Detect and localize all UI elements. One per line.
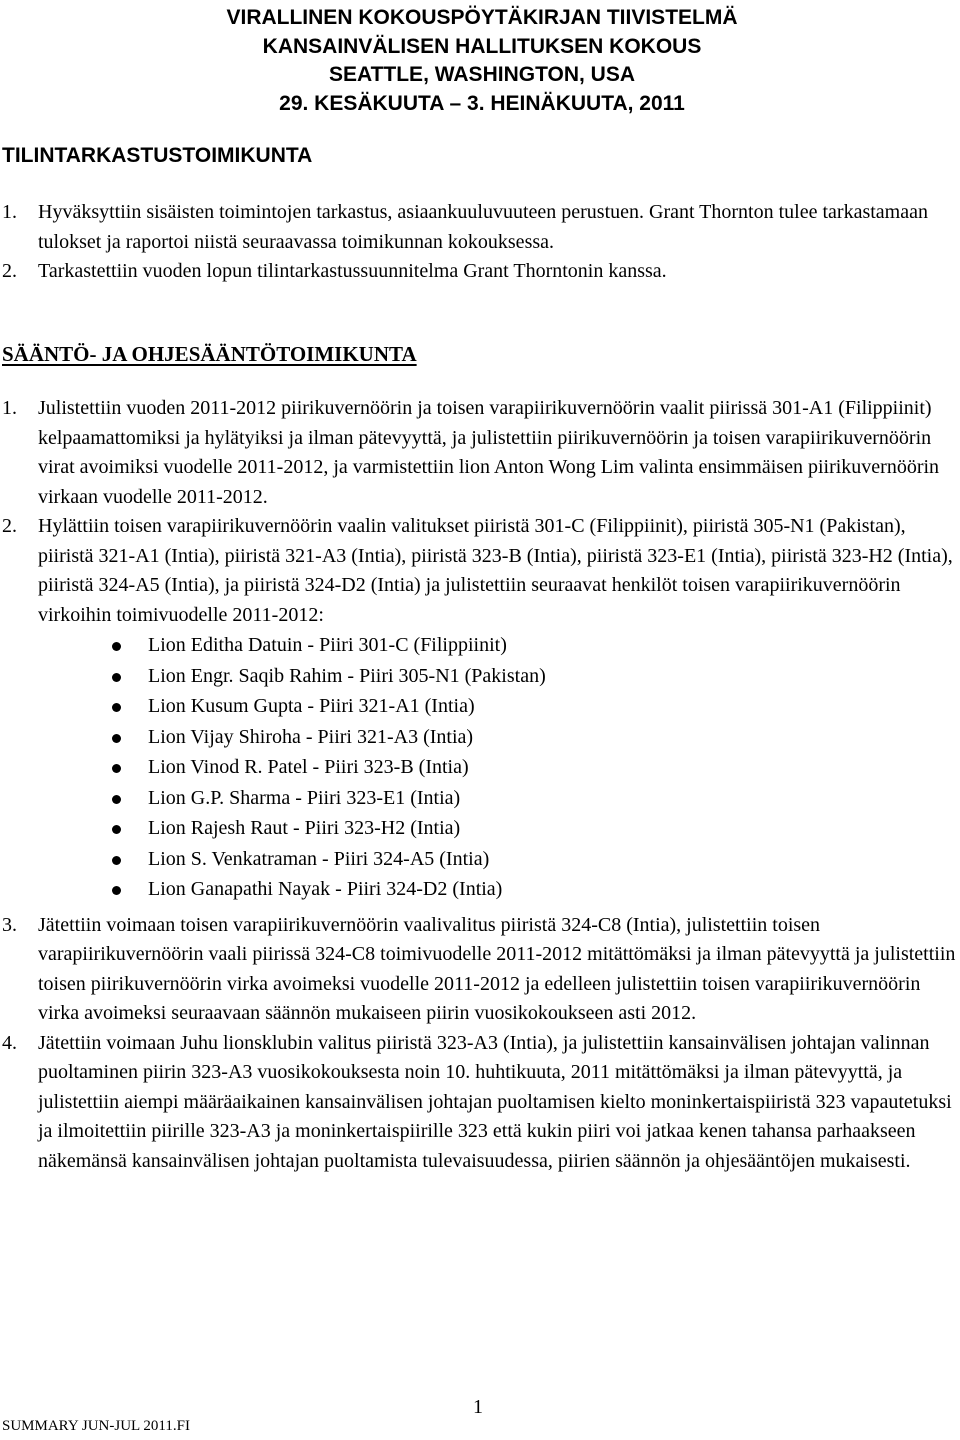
item-text: Julistettiin vuoden 2011-2012 piirikuvernöörin ja toisen varapiirikuvernöörin vaalit piirissä 301-A1 (Filippiinit) kelpaamattomiksi ja hylätyiksi ja ilman pätevyyttä, ja julistettiin piirikuvernöörin ja toisen varapiirikuvernöörin virat avoimiksi vuodelle 2011-2012, ja varmistettiin lion Anton Wong Lim valinta ensimmäisen piirikuvernöörin virkaan vuodelle 2011-2012.: [38, 397, 940, 508]
item-text: Jätettiin voimaan Juhu lionsklubin valitus piiristä 323-A3 (Intia), ja julistettiin kansainvälisen johtajan valinnan puoltaminen piirin 323-A3 vuosikokouksesta noin 10. huhtikuuta, 2011 mitättömäksi ja ilman pätevyyttä, ja julistettiin aiempi määräaikainen kansainvälisen johtajan puoltamisen kielto moninkertaispiiristä 323 vapautetuksi ja ilmoitettiin piirille 323-A3 ja moninkertaispiirille 323 että kukin piiri voi jatkaa kenen tahansa parhaakseen näkemänsä kansainvälisen johtajan puoltamista tulevaisuudessa, piirien säännön ja ohjesääntöjen mukaisesti.: [38, 1031, 952, 1172]
rules-item-1: [0, 394, 960, 512]
list-item: Lion Engr. Saqib Rahim - Piiri 305-N1 (Pakistan): [0, 661, 960, 692]
item-number: 4.: [2, 1031, 17, 1054]
bullet-icon: [112, 764, 121, 773]
item-number: 2.: [2, 515, 17, 537]
audit-item-2: [0, 257, 960, 287]
title-line-3: SEATTLE, WASHINGTON, USA: [328, 63, 636, 86]
item-text: Tarkastettiin vuoden lopun tilintarkastussuunnitelma Grant Thorntonin kanssa.: [38, 260, 667, 282]
bullet-icon: [112, 642, 121, 651]
audit-committee-heading: TILINTARKASTUSTOIMIKUNTA: [2, 144, 313, 167]
rules-committee-items: [0, 394, 960, 1176]
bullet-icon: [112, 856, 121, 865]
rules-item-4: [0, 1029, 960, 1177]
item-text: Hylättiin toisen varapiirikuvernöörin vaalin valitukset piiristä 301-C (Filippiinit), piiristä 305-N1 (Pakistan), piiristä 321-A1 (Intia), piiristä 321-A3 (Intia), piiristä 323-B (Intia), piiristä 323-E1 (Intia), piiristä 323-H2 (Intia), piiristä 324-A5 (Intia), ja piiristä 324-D2 (Intia) ja julistettiin seuraavat henkilöt toisen varapiirikuvernöörin virkoihin toimivuodelle 2011-2012:: [38, 515, 953, 626]
page-number: 1: [473, 1396, 483, 1418]
list-item: Lion Vijay Shiroha - Piiri 321-A3 (Intia): [0, 722, 960, 753]
item-number: 2.: [2, 260, 17, 282]
list-item: Lion Ganapathi Nayak - Piiri 324-D2 (Intia): [0, 874, 960, 905]
bullet-icon: [112, 734, 121, 743]
list-item: Lion G.P. Sharma - Piiri 323-E1 (Intia): [0, 783, 960, 814]
bullet-icon: [112, 673, 121, 682]
bullet-icon: [112, 886, 121, 895]
document-title: [164, 4, 800, 118]
item-text: Jätettiin voimaan toisen varapiirikuvernöörin vaalivalitus piiristä 324-C8 (Intia), julistettiin toisen varapiirikuvernöörin vaali piirissä 324-C8 toimivuodelle 2011-2012 mitättömäksi ja ilman pätevyyttä ja julistettiin toisen piirikuvernöörin virka avoimeksi vuodelle 2011-2012 ja edelleen julistettiin toisen varapiirikuvernöörin virka avoimeksi seuraavaan säännön mukaiseen piirin vuosikokoukseen asti 2012.: [38, 913, 956, 1024]
rules-item-3: [0, 911, 960, 1029]
item-number: 1.: [2, 397, 17, 419]
item-number: 1.: [2, 201, 17, 223]
rules-committee-heading: SÄÄNTÖ- JA OHJESÄÄNTÖTOIMIKUNTA: [2, 342, 417, 366]
audit-item-1: [0, 198, 960, 257]
item-text: Hyväksyttiin sisäisten toimintojen tarkastus, asiaankuuluvuuteen perustuen. Grant Thornton tulee tarkastamaan tulokset ja raportoi niistä seuraavassa toimikunnan kokouksessa.: [38, 201, 928, 253]
item-number: 3.: [2, 913, 17, 936]
title-line-4: 29. KESÄKUUTA – 3. HEINÄKUUTA, 2011: [279, 91, 685, 115]
list-item: Lion Kusum Gupta - Piiri 321-A1 (Intia): [0, 691, 960, 722]
list-item: Lion Vinod R. Patel - Piiri 323-B (Intia): [0, 752, 960, 783]
bullet-icon: [112, 825, 121, 834]
rules-item-2: [0, 512, 960, 630]
title-line-2: KANSAINVÄLISEN HALLITUKSEN KOKOUS: [262, 34, 702, 58]
audit-committee-items: [0, 198, 960, 287]
title-line-1: VIRALLINEN KOKOUSPÖYTÄKIRJAN TIIVISTELMÄ: [226, 6, 738, 29]
bullet-icon: [112, 703, 121, 712]
bullet-icon: [112, 795, 121, 804]
list-item: Lion S. Venkatraman - Piiri 324-A5 (Intia): [0, 844, 960, 875]
list-item: Lion Editha Datuin - Piiri 301-C (Filippiinit): [0, 630, 960, 661]
footer-filename: SUMMARY JUN-JUL 2011.FI: [2, 1418, 190, 1434]
list-item: Lion Rajesh Raut - Piiri 323-H2 (Intia): [0, 813, 960, 844]
appointee-list: [0, 630, 960, 905]
